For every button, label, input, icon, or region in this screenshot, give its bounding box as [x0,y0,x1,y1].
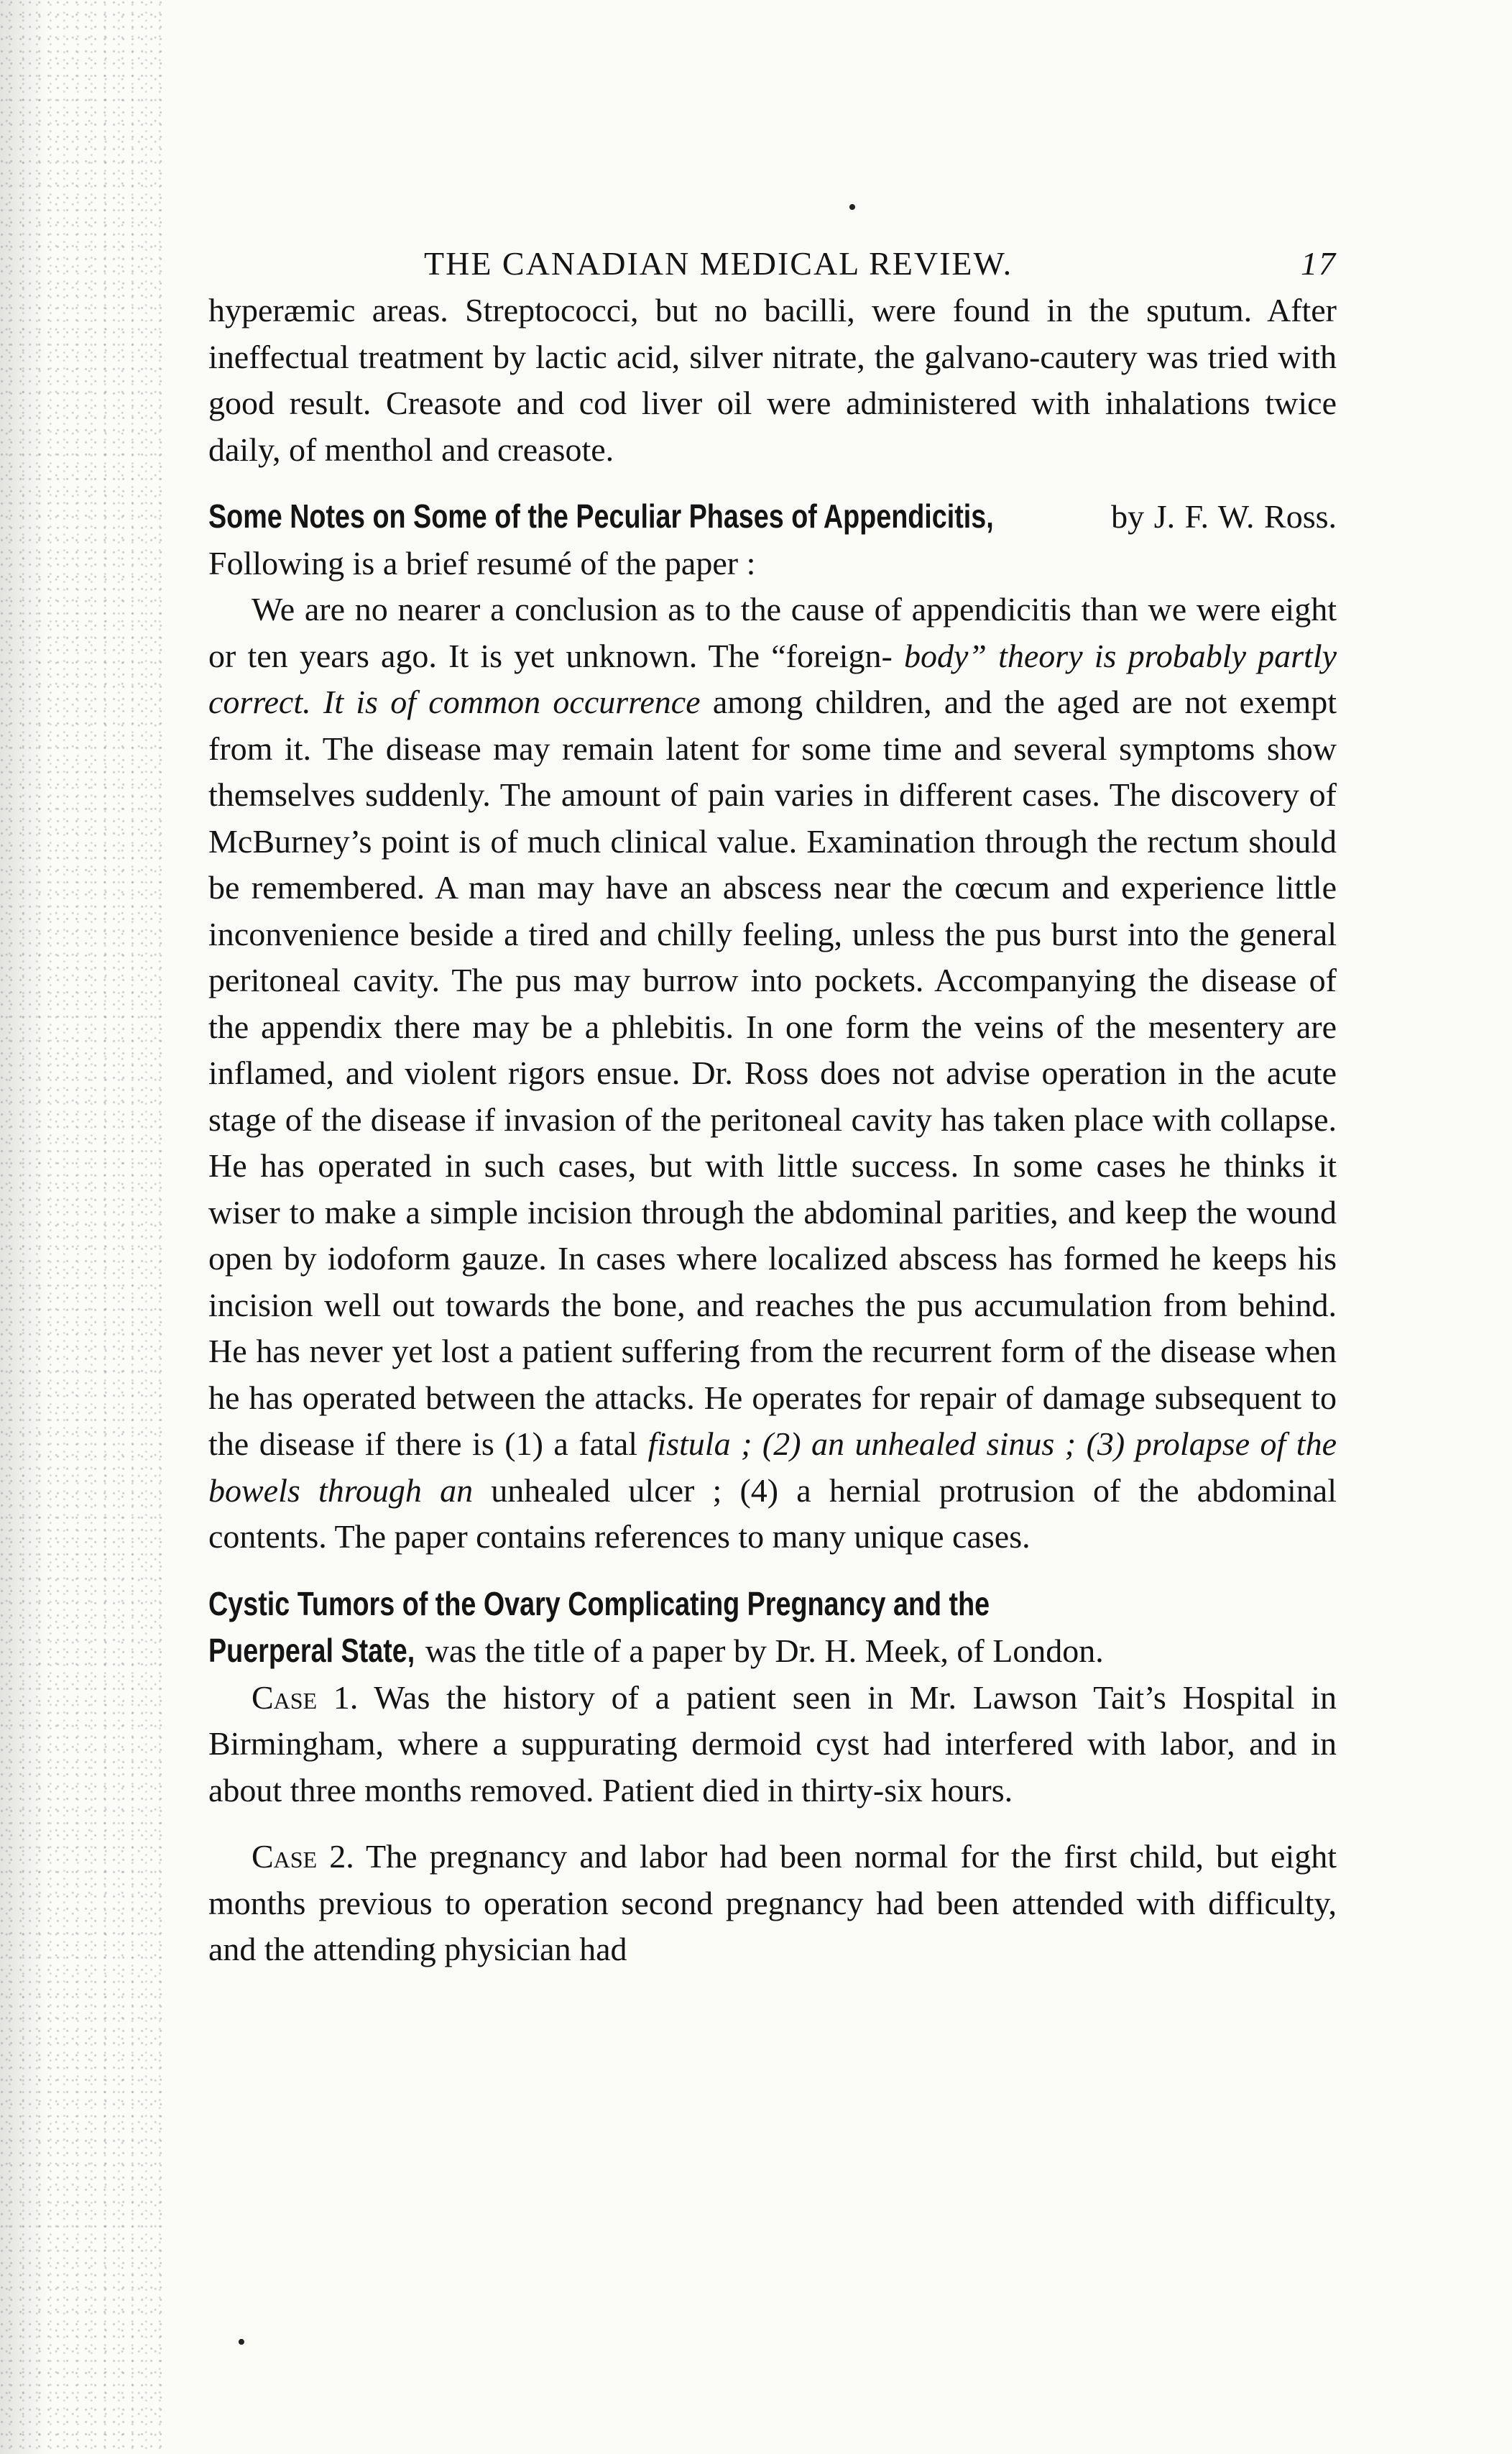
running-head [208,230,1337,288]
print-speck: • [237,2329,246,2356]
cystic-byline: was the title of a paper by Dr. H. Meek, of London. [417,1632,1104,1669]
appendicitis-body-italic-2: fistula ; (2) an unhealed sinus ; (3) prolapse of the bowels through an [208,1425,1337,1509]
appendicitis-body-2: among children, and the aged are not exempt from it. The disease may remain latent for some time and several symptoms show themselves suddenly. The amount of pain varies in different cases. The discovery of McBurney’s point is of much clinical value. Examination through the rectum should be remembered. A man may have an abscess near the cœcum and experience little inconvenience beside a tired and chilly feeling, unless the pus burst into the general peritoneal cavity. The pus may burrow into pockets. Accompanying the disease of the appendix there may be a phlebitis. In one form the veins of the mesentery are inflamed, and violent rigors ensue. Dr. Ross does not advise operation in the acute stage of the disease if invasion of the peritoneal cavity has taken place with collapse. He has operated in such cases, but with little success. In some cases he thinks it wiser to make a simple incision through the abdominal parities, and keep the wound open by iodoform gauze. In cases where localized abscess has formed he keeps his incision well out towards the bone, and reaches the pus accumulation from behind. He has never yet lost a patient suffering from the recurrent form of the disease when he has operated between the attacks. He operates for repair of damage subsequent to the disease if there is (1) a fatal [208,684,1337,1462]
cystic-heading-line-1: Cystic Tumors of the Ovary Complicating Pregnancy and the [208,1584,990,1622]
journal-title: THE CANADIAN MEDICAL REVIEW. [424,245,1013,282]
appendicitis-summary [208,587,1337,1561]
document-page [208,230,1337,1973]
page-binding-edge [0,0,165,2454]
print-speck: • [848,194,857,221]
case-2-label: Case 2. [252,1838,354,1875]
appendicitis-body-italic: body” theory is probably partly correct. It is of common occurrence [208,637,1337,720]
page-number: 17 [1301,245,1337,282]
case-1 [208,1675,1337,1814]
case-1-text: Was the history of a patient seen in Mr. Lawson Tait’s Hospital in Birmingham, where a suppurating dermoid cyst had interfered with labor, and in about three months removed. Patient died in thirty-six hours. [208,1678,1337,1809]
appendicitis-body-1: We are no nearer a conclusion as to the cause of appendicitis than we were eight or ten years ago. It is yet unknown. The “foreign- [208,591,1337,674]
appendicitis-section-intro [208,493,1337,587]
cystic-heading-line-2: Puerperal State, [208,1632,415,1669]
cystic-section-intro [208,1581,1337,1675]
case-1-label: Case 1. [252,1678,359,1716]
paragraph-continuation: hyperæmic areas. Streptococci, but no bacilli, were found in the sputum. After ineffectual treatment by lactic acid, silver nitrate, the galvano-cautery was tried with good result. Creasote and cod liver oil were administered with inhalations twice daily, of menthol and creasote. [208,292,1337,468]
case-2 [208,1834,1337,1973]
appendicitis-body-3: unhealed ulcer ; (4) a hernial protrusion of the abdominal contents. The paper contains references to many unique cases. [208,1471,1337,1555]
appendicitis-heading: Some Notes on Some of the Peculiar Phases of Appendicitis, [208,497,994,535]
appendicitis-byline: by J. F. W. Ross. Following is a brief resumé of the paper : [208,498,1337,582]
case-2-text: The pregnancy and labor had been normal for the first child, but eight months previous to operation second pregnancy had been attended with difficulty, and the attending physician had [208,1838,1337,1967]
